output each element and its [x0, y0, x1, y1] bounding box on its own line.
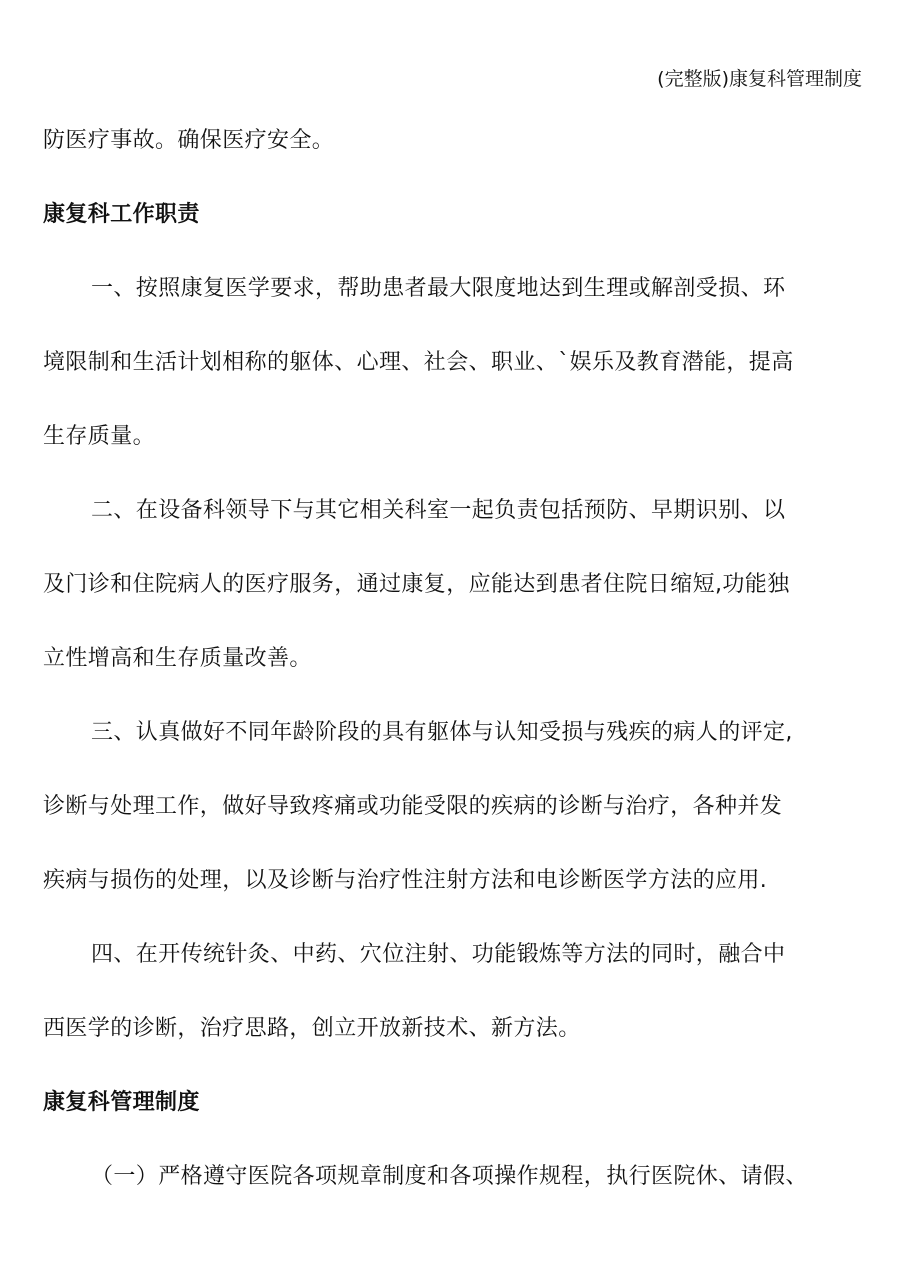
duty-item-3: [43, 696, 863, 918]
text-line: 防医疗事故。确保医疗安全。: [43, 128, 335, 153]
section-heading-management: 康复科管理制度: [43, 1090, 200, 1115]
text-line: 疾病与损伤的处理，以及诊断与治疗性注射方法和电诊断医学方法的应用.: [43, 868, 768, 893]
text-line: 三、认真做好不同年龄阶段的具有躯体与认知受损与残疾的病人的评定,: [91, 720, 793, 745]
text-line: （一）严格遵守医院各项规章制度和各项操作规程，执行医院休、请假、: [91, 1164, 808, 1189]
duty-item-4: [43, 918, 863, 1066]
text-line: 及门诊和住院病人的医疗服务，通过康复，应能达到患者住院日缩短,功能独: [43, 572, 790, 597]
duty-item-1: [43, 252, 863, 474]
running-header: (完整版)康复科管理制度: [657, 68, 862, 90]
text-line: 西医学的诊断，治疗思路，创立开放新技术、新方法。: [43, 1016, 581, 1041]
text-line: 一、按照康复医学要求，帮助患者最大限度地达到生理或解剖受损、环: [91, 276, 786, 301]
document-body: [43, 104, 863, 1214]
section-heading-duties: 康复科工作职责: [43, 202, 200, 227]
text-line: 立性增高和生存质量改善。: [43, 646, 312, 671]
continuation-paragraph: [43, 104, 863, 178]
rule-item-1: [43, 1140, 863, 1214]
text-line: 二、在设备科领导下与其它相关科室一起负责包括预防、早期识别、以: [91, 498, 786, 523]
text-line: 境限制和生活计划相称的躯体、心理、社会、职业、`娱乐及教育潜能，提高: [43, 350, 794, 375]
text-line: 生存质量。: [43, 424, 156, 449]
text-line: 诊断与处理工作，做好导致疼痛或功能受限的疾病的诊断与治疗，各种并发: [43, 794, 783, 819]
duty-item-2: [43, 474, 863, 696]
text-line: 四、在开传统针灸、中药、穴位注射、功能锻炼等方法的同时，融合中: [91, 942, 786, 967]
